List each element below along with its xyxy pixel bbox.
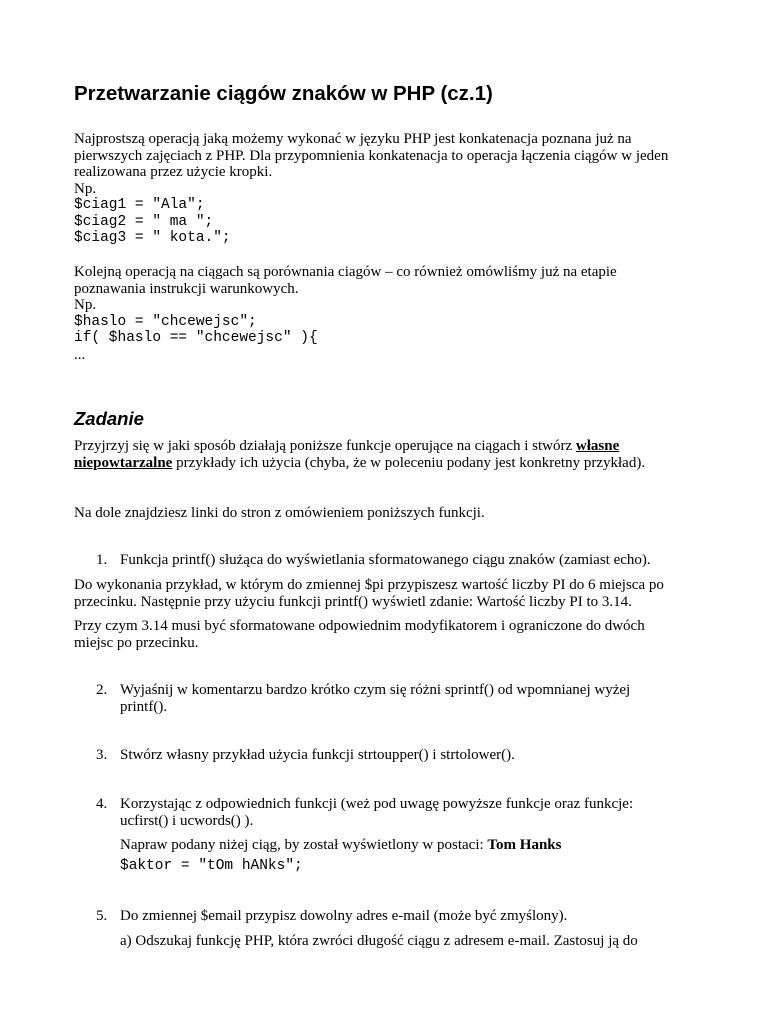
code-line: $ciag1 = "Ala";: [74, 197, 205, 213]
list-item-text: [120, 682, 720, 715]
compare-paragraph: [74, 264, 714, 363]
page-title: Przetwarzanie ciągów znaków w PHP (cz.1): [74, 82, 493, 105]
compare-line: Kolejną operacją na ciągach są porównania ciagów – co również omówliśmy już na etapie: [74, 264, 617, 280]
list-item-text: [120, 796, 720, 829]
detail-line: przecinku. Następnie przy użyciu funkcji printf() wyświetl zdanie: Wartość liczby PI to 3.14.: [74, 593, 632, 610]
list-number: 4.: [96, 796, 108, 812]
task-intro-text: przykłady ich użycia (chyba, że w poleceniu podany jest konkretny przykład).: [172, 454, 646, 471]
item-line: Wyjaśnij w komentarzu bardzo krótko czym się różni sprintf() od wpomnianej wyżej: [120, 682, 631, 698]
list-item-subtext: [120, 837, 720, 874]
list-number: 2.: [96, 682, 108, 698]
code-line: if( $haslo == "chcewejsc" ){: [74, 330, 318, 346]
task-intro-line: [74, 438, 714, 455]
item-line: [120, 837, 720, 854]
item-line: printf().: [120, 698, 168, 715]
task-intro-line: [74, 455, 714, 472]
emphasis-text: niepowtarzalne: [74, 454, 173, 471]
code-line: $aktor = "tOm hANks";: [120, 857, 303, 874]
emphasis-text: własne: [575, 438, 620, 454]
links-note: Na dole znajdziesz linki do stron z omówieniem poniższych funkcji.: [74, 505, 485, 521]
list-item-subtext: a) Odszukaj funkcję PHP, która zwróci długość ciągu z adresem e-mail. Zastosuj ją do: [120, 933, 638, 949]
detail-line: miejsc po przecinku.: [74, 634, 199, 651]
item1-detail: [74, 618, 714, 651]
intro-paragraph: [74, 131, 714, 247]
list-item-text: Stwórz własny przykład użycia funkcji strtoupper() i strtolower().: [120, 747, 515, 763]
task-intro-text: Przyjrzyj się w jaki sposób działają poniższe funkcje operujące na ciągach i stwórz: [74, 438, 576, 454]
compare-line: poznawania instrukcji warunkowych.: [74, 280, 299, 297]
code-line: $haslo = "chcewejsc";: [74, 313, 257, 330]
task-intro: [74, 438, 714, 471]
detail-line: Do wykonania przykład, w którym do zmiennej $pi przypiszesz wartość liczby PI do 6 miejsca po: [74, 577, 664, 593]
example-label: Np.: [74, 297, 97, 313]
ellipsis: ...: [74, 346, 86, 363]
list-number: 3.: [96, 747, 108, 763]
item1-detail: [74, 577, 714, 610]
intro-line: realizowana przez użycie kropki.: [74, 164, 273, 180]
intro-line: Najprostszą operacją jaką możemy wykonać w języku PHP jest konkatenacja poznana już na: [74, 131, 632, 147]
item-text: Napraw podany niżej ciąg, by został wyświetlony w postaci:: [120, 837, 488, 853]
code-line: $ciag3 = " kota.";: [74, 230, 231, 246]
list-item-text: Funkcja printf() służąca do wyświetlania sformatowanego ciągu znaków (zamiast echo).: [120, 552, 651, 568]
intro-line: pierwszych zajęciach z PHP. Dla przypomnienia konkatenacja to operacja łączenia ciągów w jeden: [74, 147, 669, 164]
item-line: ucfirst() i ucwords() ).: [120, 812, 254, 829]
list-number: 1.: [96, 552, 108, 568]
example-label: Np.: [74, 180, 97, 197]
list-item-text: Do zmiennej $email przypisz dowolny adres e-mail (może być zmyślony).: [120, 908, 568, 924]
item-line: Korzystając z odpowiednich funkcji (weż pod uwagę powyższe funkcje oraz funkcje:: [120, 796, 634, 812]
emphasis-text: Tom Hanks: [487, 837, 562, 853]
list-number: 5.: [96, 908, 108, 924]
detail-line: Przy czym 3.14 musi być sformatowane odpowiednim modyfikatorem i ograniczone do dwóch: [74, 618, 645, 634]
code-line: $ciag2 = " ma ";: [74, 213, 214, 230]
section-heading: Zadanie: [74, 408, 144, 429]
